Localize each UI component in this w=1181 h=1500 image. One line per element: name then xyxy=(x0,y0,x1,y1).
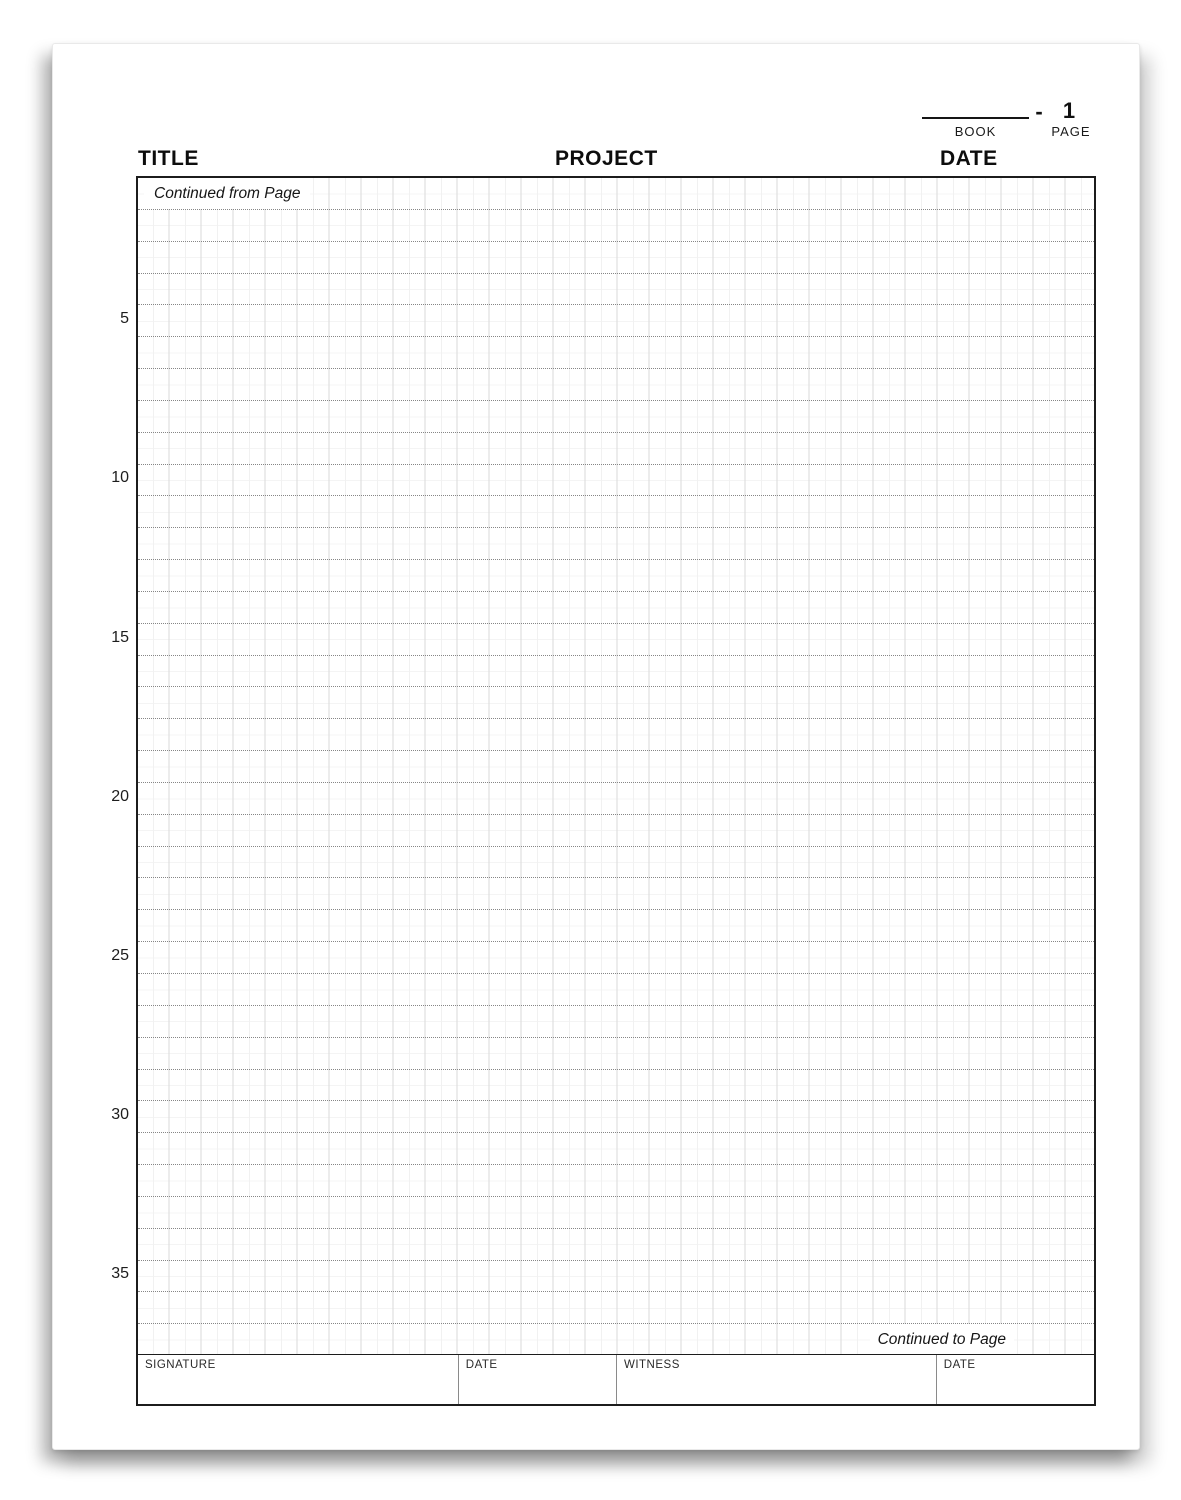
continued-from-page-label: Continued from Page xyxy=(144,178,310,209)
grid-rule-line xyxy=(138,846,1094,847)
grid-rule-line xyxy=(138,1069,1094,1070)
book-page-separator: - xyxy=(1035,99,1043,124)
row-number-label: 15 xyxy=(111,628,129,646)
notebook-page xyxy=(52,43,1140,1450)
page-label: PAGE xyxy=(1051,124,1091,139)
page-number: 1 xyxy=(1062,98,1076,123)
grid-rule-line xyxy=(138,209,1094,210)
grid-rule-line xyxy=(138,686,1094,687)
grid-rule-line xyxy=(138,241,1094,242)
grid-rule-line xyxy=(138,941,1094,942)
grid-rule-line xyxy=(138,1196,1094,1197)
grid-rule-line xyxy=(138,1132,1094,1133)
row-number-label: 10 xyxy=(111,469,129,487)
grid-rule-line xyxy=(138,495,1094,496)
book-label: BOOK xyxy=(954,124,997,139)
row-number-label: 25 xyxy=(111,947,129,965)
grid-rule-line xyxy=(138,973,1094,974)
grid-rule-line xyxy=(138,464,1094,465)
witness-date-field: DATE xyxy=(936,1355,1094,1404)
grid-rule-line xyxy=(138,909,1094,910)
grid-rule-line xyxy=(138,782,1094,783)
grid-rule-line xyxy=(138,591,1094,592)
continued-to-page-label: Continued to Page xyxy=(870,1324,1014,1355)
grid-rule-line xyxy=(138,750,1094,751)
grid-rule-line xyxy=(138,1100,1094,1101)
grid-rule-line xyxy=(138,1291,1094,1292)
grid-area xyxy=(136,176,1096,1356)
project-header: PROJECT xyxy=(555,147,658,170)
grid-rule-line xyxy=(138,336,1094,337)
grid-rule-line xyxy=(138,1323,1094,1324)
signature-date-field: DATE xyxy=(458,1355,616,1404)
row-number-label: 5 xyxy=(120,310,129,328)
grid-rule-line xyxy=(138,877,1094,878)
row-number-label: 35 xyxy=(111,1265,129,1283)
grid-rule-line xyxy=(138,1164,1094,1165)
grid-rule-line xyxy=(138,718,1094,719)
signature-bar xyxy=(136,1354,1096,1406)
row-number-label: 30 xyxy=(111,1106,129,1124)
grid-rule-line xyxy=(138,655,1094,656)
grid-rule-line xyxy=(138,432,1094,433)
book-number-blank-line xyxy=(922,117,1029,119)
grid-rule-line xyxy=(138,814,1094,815)
row-number-label: 20 xyxy=(111,787,129,805)
grid-rule-line xyxy=(138,527,1094,528)
grid-rule-line xyxy=(138,1260,1094,1261)
date-header: DATE xyxy=(940,147,998,170)
grid-rule-line xyxy=(138,273,1094,274)
grid-rule-line xyxy=(138,304,1094,305)
signature-field: SIGNATURE xyxy=(145,1359,216,1371)
grid-rule-line xyxy=(138,623,1094,624)
grid-rule-line xyxy=(138,400,1094,401)
grid-rule-line xyxy=(138,1228,1094,1229)
grid-rule-line xyxy=(138,368,1094,369)
grid-rule-line xyxy=(138,1005,1094,1006)
title-header: TITLE xyxy=(138,147,199,170)
witness-field: WITNESS xyxy=(616,1355,936,1404)
grid-rule-line xyxy=(138,1037,1094,1038)
grid-rule-line xyxy=(138,559,1094,560)
